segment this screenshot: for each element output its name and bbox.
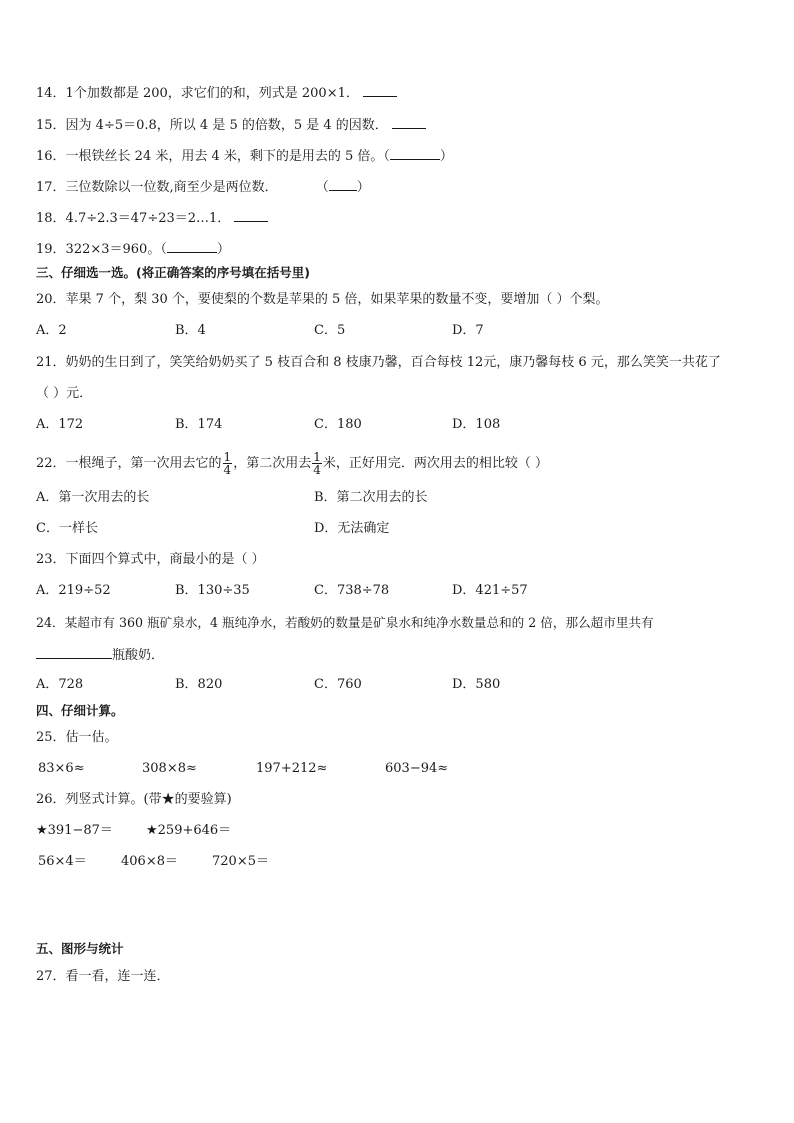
answer-blank[interactable]	[234, 209, 268, 222]
option-c[interactable]: C．738÷78	[314, 583, 390, 598]
option-a[interactable]: A．第一次用去的长	[36, 490, 150, 505]
answer-blank[interactable]	[329, 178, 357, 191]
option-d[interactable]: D．7	[452, 323, 484, 338]
option-d[interactable]: D．无法确定	[314, 521, 390, 536]
fraction: $\frac{1}{4}$	[223, 450, 232, 477]
estimate-expression: 308×8≈	[142, 761, 197, 776]
option-b[interactable]: B．820	[175, 677, 223, 692]
option-a[interactable]: A．219÷52	[36, 583, 111, 598]
answer-blank[interactable]	[167, 240, 217, 253]
option-a[interactable]: A．728	[36, 677, 84, 692]
option-b[interactable]: B．174	[175, 417, 223, 432]
calc-expression: ★391−87＝	[36, 823, 113, 838]
answer-blank[interactable]	[363, 84, 397, 97]
option-d[interactable]: D．108	[452, 417, 501, 432]
option-b[interactable]: B．第二次用去的长	[314, 490, 428, 505]
question-26: 26．列竖式计算。(带★的要验算)	[36, 792, 232, 807]
question-15: 15．因为 4÷5＝0.8，所以 4 是 5 的倍数，5 是 4 的因数．	[36, 116, 426, 134]
question-21-cont: （ ）元．	[36, 386, 93, 401]
estimate-expression: 197+212≈	[256, 761, 328, 776]
calc-expression: 720×5＝	[212, 854, 269, 869]
question-19: 19．322×3＝960。（ ）	[36, 242, 230, 257]
question-18: 18．4.7÷2.3＝47÷23＝2…1．	[36, 209, 268, 227]
section-5-title: 五、图形与统计	[36, 941, 124, 956]
calc-expression: 56×4＝	[38, 854, 87, 869]
question-14: 14．1个加数都是 200，求它们的和，列式是 200×1．	[36, 84, 397, 102]
answer-blank[interactable]	[36, 646, 112, 659]
option-c[interactable]: C．180	[314, 417, 362, 432]
option-d[interactable]: D．421÷57	[452, 583, 528, 598]
question-16: 16．一根铁丝长 24 米，用去 4 米，剩下的是用去的 5 倍。（ ）	[36, 149, 453, 164]
question-20: 20．苹果 7 个，梨 30 个，要使梨的个数是苹果的 5 倍，如果苹果的数量不变，要增加（ ）个梨。	[36, 292, 609, 307]
option-a[interactable]: A．2	[36, 323, 67, 338]
section-4-title: 四、仔细计算。	[36, 703, 124, 718]
question-24: 24．某超市有 360 瓶矿泉水，4 瓶纯净水，若酸奶的数量是矿泉水和纯净水数量总和的 2 倍，那么超市里共有	[36, 615, 654, 630]
question-21: 21．奶奶的生日到了，笑笑给奶奶买了 5 枝百合和 8 枝康乃馨，百合每枝 12元，康乃馨每枝 6 元，那么笑笑一共花了	[36, 355, 721, 370]
estimate-expression: 603−94≈	[385, 761, 449, 776]
answer-blank[interactable]	[392, 116, 426, 129]
estimate-expression: 83×6≈	[38, 761, 85, 776]
question-24-cont: 瓶酸奶．	[36, 646, 164, 664]
answer-blank[interactable]	[390, 147, 440, 160]
calc-expression: ★259+646＝	[146, 823, 232, 838]
option-b[interactable]: B．4	[175, 323, 206, 338]
option-c[interactable]: C．5	[314, 323, 346, 338]
calc-expression: 406×8＝	[121, 854, 178, 869]
question-23: 23．下面四个算式中，商最小的是（ ）	[36, 552, 265, 567]
question-22: 22．一根绳子，第一次用去它的 $\frac{1}{4}$ ，第二次用去 $\frac{1}{4}$ 米，正好用完．两次用去的相比较（ ）	[36, 450, 548, 477]
section-3-title: 三、仔细选一选。(将正确答案的序号填在括号里)	[36, 265, 310, 280]
question-17: 17．三位数除以一位数,商至少是两位数． （ ）	[36, 180, 370, 195]
option-a[interactable]: A．172	[36, 417, 84, 432]
option-d[interactable]: D．580	[452, 677, 501, 692]
option-b[interactable]: B．130÷35	[175, 583, 250, 598]
option-c[interactable]: C．一样长	[36, 521, 98, 536]
option-c[interactable]: C．760	[314, 677, 362, 692]
fraction: $\frac{1}{4}$	[313, 450, 321, 477]
question-25: 25．估一估。	[36, 730, 118, 745]
question-27: 27．看一看，连一连．	[36, 969, 170, 984]
